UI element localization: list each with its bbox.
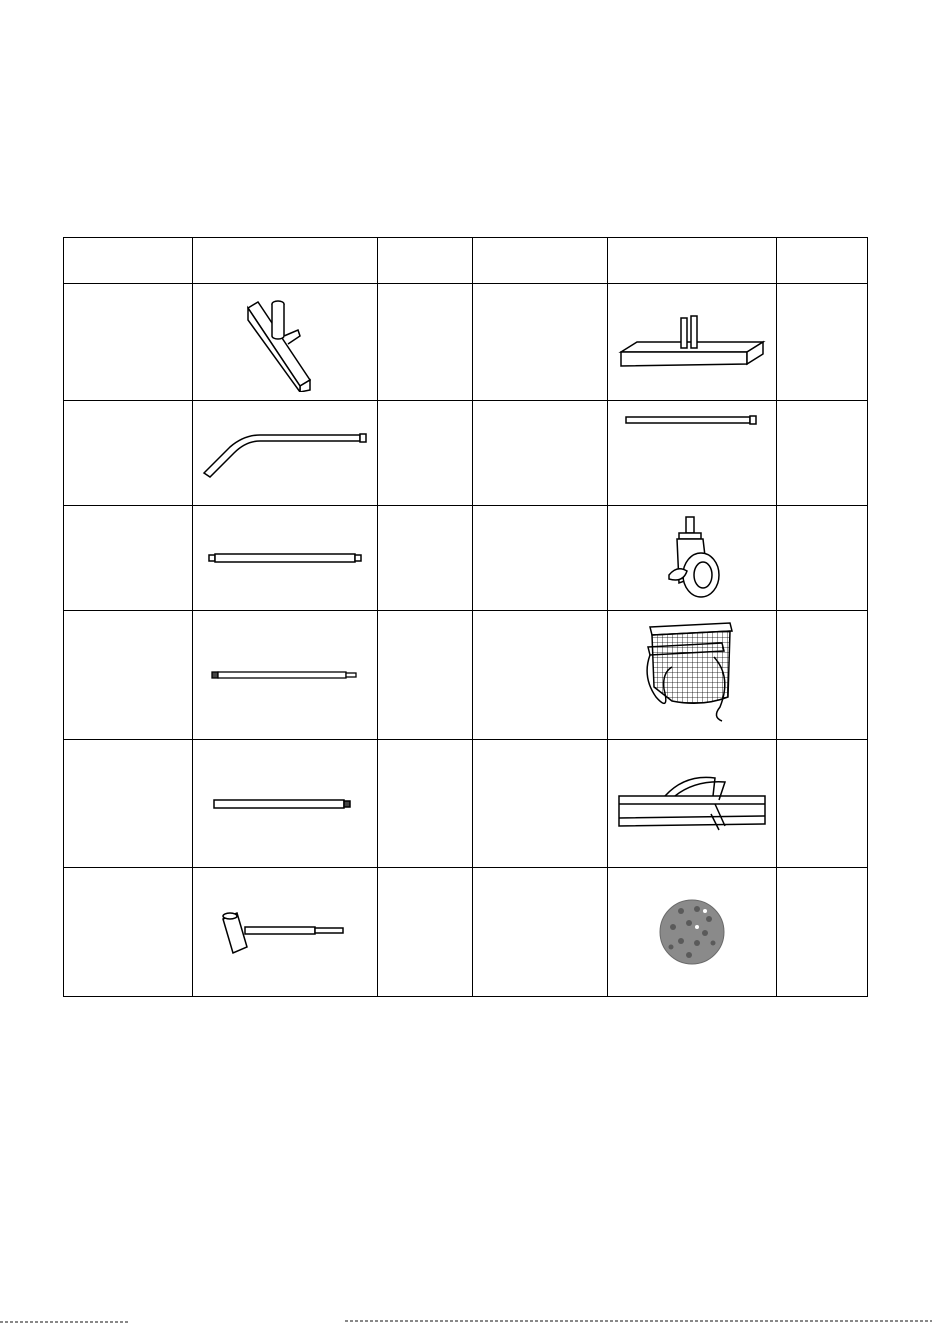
table-row xyxy=(64,611,868,740)
caster-wheel-icon xyxy=(657,513,727,603)
part-image-cell xyxy=(193,401,378,506)
part-qty-cell xyxy=(777,740,868,868)
carry-bag-icon xyxy=(615,774,770,834)
part-label-cell xyxy=(64,611,193,740)
straight-pole-icon xyxy=(205,548,365,568)
part-label-cell xyxy=(473,611,608,740)
part-label-cell xyxy=(64,740,193,868)
base-plate-icon xyxy=(617,312,767,372)
table-row xyxy=(64,401,868,506)
page-bottom-edge xyxy=(0,1316,932,1323)
part-image-cell xyxy=(193,740,378,868)
curved-pole-icon xyxy=(200,423,370,483)
part-qty-cell xyxy=(777,506,868,611)
table-row xyxy=(64,506,868,611)
pickleball-icon xyxy=(657,897,727,967)
part-qty-cell xyxy=(378,868,473,997)
base-foot-icon xyxy=(240,292,330,392)
part-label-cell xyxy=(473,868,608,997)
part-image-cell xyxy=(608,611,777,740)
part-qty-cell xyxy=(378,740,473,868)
part-qty-cell xyxy=(378,506,473,611)
part-label-cell xyxy=(64,506,193,611)
part-label-cell xyxy=(64,868,193,997)
part-qty-cell xyxy=(777,868,868,997)
part-image-cell xyxy=(193,506,378,611)
header-cell xyxy=(378,238,473,284)
header-cell xyxy=(193,238,378,284)
part-qty-cell xyxy=(378,401,473,506)
mallet-icon xyxy=(215,907,355,957)
header-cell xyxy=(777,238,868,284)
part-qty-cell xyxy=(378,284,473,401)
part-label-cell xyxy=(64,401,193,506)
header-cell xyxy=(608,238,777,284)
medium-pole-icon xyxy=(210,794,360,814)
table-row xyxy=(64,284,868,401)
header-cell xyxy=(473,238,608,284)
short-pole-icon xyxy=(622,411,762,431)
part-qty-cell xyxy=(378,611,473,740)
part-qty-cell xyxy=(777,611,868,740)
part-label-cell xyxy=(473,740,608,868)
table-row xyxy=(64,868,868,997)
part-image-cell xyxy=(608,401,777,506)
part-image-cell xyxy=(193,611,378,740)
thin-pole-icon xyxy=(210,667,360,683)
part-label-cell xyxy=(473,401,608,506)
part-qty-cell xyxy=(777,401,868,506)
part-image-cell xyxy=(608,740,777,868)
part-label-cell xyxy=(64,284,193,401)
part-image-cell xyxy=(608,868,777,997)
parts-table xyxy=(63,237,868,997)
header-cell xyxy=(64,238,193,284)
table-row xyxy=(64,740,868,868)
part-image-cell xyxy=(608,284,777,401)
net-icon xyxy=(642,617,742,727)
table-header-row xyxy=(64,238,868,284)
part-image-cell xyxy=(608,506,777,611)
part-label-cell xyxy=(473,506,608,611)
part-image-cell xyxy=(193,284,378,401)
part-qty-cell xyxy=(777,284,868,401)
part-image-cell xyxy=(193,868,378,997)
part-label-cell xyxy=(473,284,608,401)
